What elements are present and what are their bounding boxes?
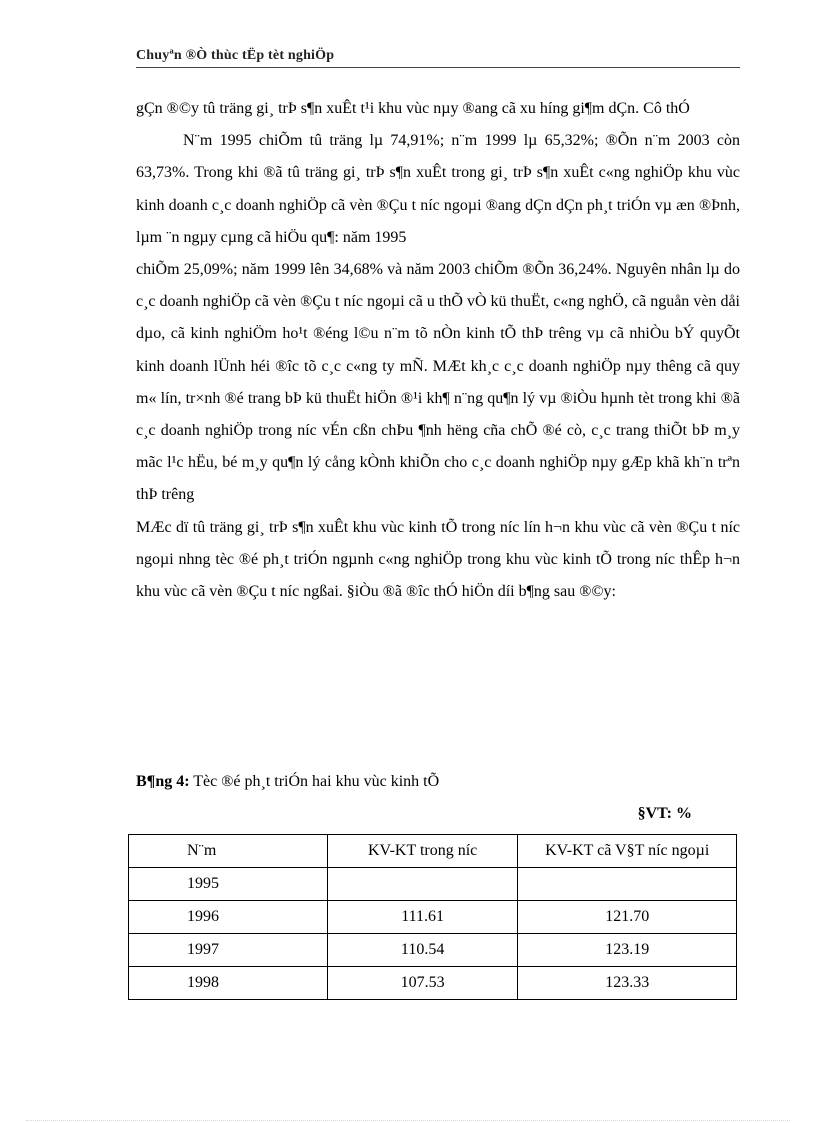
cell-year: 1998 bbox=[129, 967, 328, 1000]
table-row bbox=[129, 901, 737, 934]
paragraph: chiÕm 25,09%; năm 1999 lên 34,68% và năm 2003 chiÕm ®Õn 36,24%. Nguyên nhân lµ do c¸c doanh nghiÖp cã vèn ®Çu t níc ngoµi cã u thÕ vÒ kü thuËt, c«ng nghÖ, cã nguån vèn dåi dµo, cã kinh nghiÖm ho¹t ®éng l©u n¨m tõ nÒn kinh tÕ thÞ trêng vµ cã nhiÒu bÝ quyÕt kinh doanh lÜnh héi ®îc tõ c¸c c«ng ty mÑ. MÆt kh¸c c¸c doanh nghiÖp nµy thêng cã quy m« lín, tr×nh ®é trang bÞ kü thuËt hiÖn ®¹i kh¶ n¨ng qu¶n lý vµ ®iÒu hµnh tèt trong khi ®ã c¸c doanh nghiÖp trong níc vÉn cßn chÞu ¶nh hëng cña chÕ ®é cò, c¸c trang thiÕt bÞ m¸y mãc l¹c hËu, bé m¸y qu¶n lý cång kÒnh khiÕn cho c¸c doanh nghiÖp nµy gÆp khã kh¨n trªn thÞ trêng bbox=[136, 261, 740, 504]
table-caption bbox=[136, 773, 439, 791]
table-row bbox=[129, 868, 737, 901]
column-header-foreign: KV-KT cã V§T níc ngoµi bbox=[518, 835, 737, 868]
cell-domestic bbox=[327, 868, 518, 901]
cell-domestic: 107.53 bbox=[327, 967, 518, 1000]
table-header-row bbox=[129, 835, 737, 868]
table-row bbox=[129, 967, 737, 1000]
cell-year: 1997 bbox=[129, 934, 328, 967]
cell-year: 1995 bbox=[129, 868, 328, 901]
cell-domestic: 110.54 bbox=[327, 934, 518, 967]
document-header: Chuyªn ®Ò thùc tËp tèt nghiÖp bbox=[136, 48, 335, 63]
body-text bbox=[136, 93, 740, 608]
table-caption-label: B¶ng 4: bbox=[136, 773, 190, 790]
cell-domestic: 111.61 bbox=[327, 901, 518, 934]
paragraph: MÆc dï tû träng gi¸ trÞ s¶n xuÊt khu vùc kinh tÕ trong níc lín h¬n khu vùc cã vèn ®Çu t níc ngoµi nhng tèc ®é ph¸t triÓn ngµnh c«ng nghiÖp trong khu vùc kinh tÕ trong níc thÊp h¬n khu vùc cã vèn ®Çu t níc ngßai. §iÒu ®ã ®îc thÓ hiÖn díi b¶ng sau ®©y: bbox=[136, 518, 740, 601]
unit-label: §VT: % bbox=[637, 805, 692, 822]
column-header-year: N¨m bbox=[129, 835, 328, 868]
table-row bbox=[129, 934, 737, 967]
cell-foreign: 123.19 bbox=[518, 934, 737, 967]
paragraph: N¨m 1995 chiÕm tû träng lµ 74,91%; n¨m 1999 lµ 65,32%; ®Õn n¨m 2003 còn 63,73%. Trong khi ®ã tû träng gi¸ trÞ s¶n xuÊt trong gi¸ trÞ s¶n xuÊt c«ng nghiÖp khu vùc kinh doanh c¸c doanh nghiÖp cã vèn ®Çu t níc ngoµi ®ang dÇn dÇn ph¸t triÓn vµ æn ®Þnh, lµm ¨n ngµy cµng cã hiÖu qu¶: năm 1995 bbox=[136, 132, 740, 246]
column-header-domestic: KV-KT trong níc bbox=[327, 835, 518, 868]
paragraph: gÇn ®©y tû träng gi¸ trÞ s¶n xuÊt t¹i khu vùc nµy ®ang cã xu híng gi¶m dÇn. Cô thÓ bbox=[136, 100, 690, 117]
cell-foreign bbox=[518, 868, 737, 901]
page-bottom-divider bbox=[26, 1120, 790, 1121]
cell-foreign: 121.70 bbox=[518, 901, 737, 934]
table-caption-title: Tèc ®é ph¸t triÓn hai khu vùc kinh tÕ bbox=[189, 773, 440, 790]
cell-year: 1996 bbox=[129, 901, 328, 934]
header-divider bbox=[136, 67, 740, 68]
data-table bbox=[128, 834, 737, 1000]
cell-foreign: 123.33 bbox=[518, 967, 737, 1000]
